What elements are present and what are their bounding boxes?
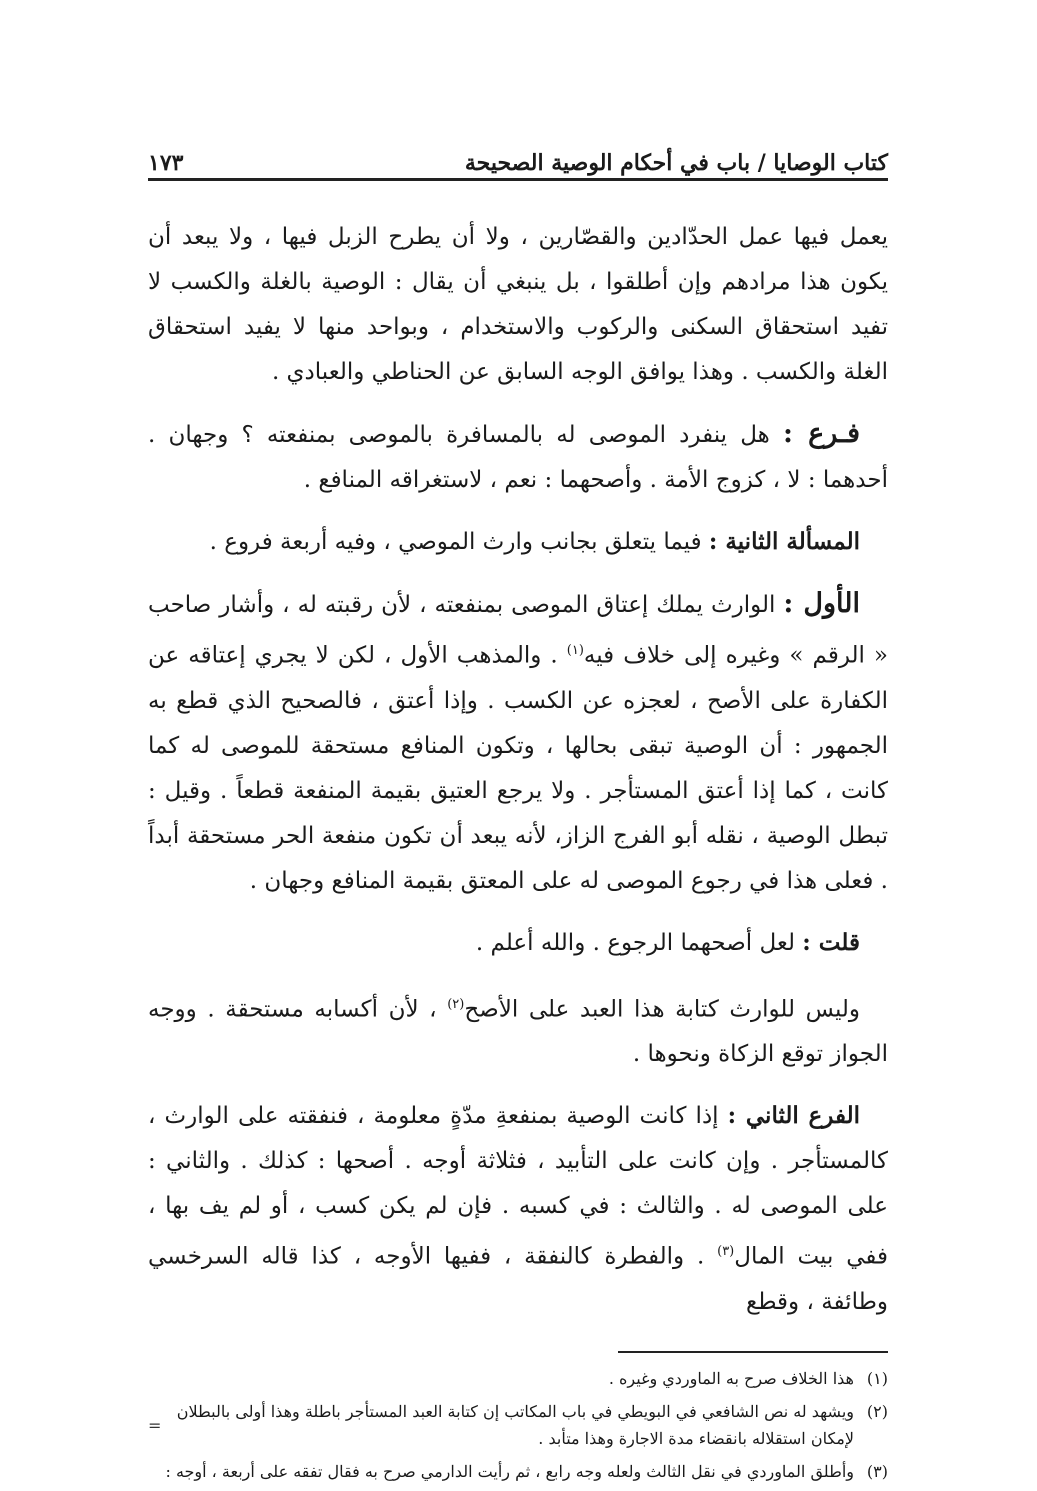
page-number: ١٧٣ [148,150,184,176]
first-branch-heading: الأول : [783,588,860,619]
footnote-number: (٣) [866,1461,888,1481]
paragraph-1-text: يعمل فيها عمل الحدّادين والقصّارين ، ولا أن يطرح الزبل فيها ، ولا يبعد أن يكون هذا مرادهم وإن أطلقوا ، بل ينبغي أن يقال : الوصية بالغلة والكسب لا تفيد استحقاق السكنى والركوب والاستخدام ، وبواحد منها لا يفيد استحقاق الغلة والكسب . وهذا يوافق الوجه السابق عن الحناطي والعبادي . [148,224,888,385]
footnote-number: (١) [866,1368,888,1388]
main-text [148,215,888,1325]
second-issue-heading: المسألة الثانية : [708,528,860,555]
footnote-text: هذا الخلاف صرح به الماوردي وغيره . [608,1368,854,1388]
footnotes [148,1365,888,1485]
footnote-1 [148,1365,888,1392]
kitaba-text-b: ، لأن أكسابه مستحقة . ووجه الجواز توقع الزكاة ونحوها . [148,996,888,1068]
footnote-ref-2[interactable]: (٢) [447,996,465,1012]
paragraph-far [148,411,888,503]
second-issue-text: فيما يتعلق بجانب وارث الموصي ، وفيه أربعة فروع . [209,529,702,555]
second-branch-text-a: إذا كانت الوصية بمنفعةِ مدّةٍ معلومة ، فنفقته على الوارث ، كالمستأجر . وإن كانت على التأبيد ، فثلاثة أوجه . أصحها : كذلك . والثاني : على الموصى له . والثالث : في كسبه . فإن لم يكن كسب ، أو لم يف بها ، ففي بيت المال [148,1103,889,1270]
first-branch-text-b: . والمذهب الأول ، لكن لا يجري إعتاقه عن الكفارة على الأصح ، لعجزه عن الكسب . وإذا أعتق ، فالصحيح الذي قطع به الجمهور : أن الوصية تبقى بحالها ، وتكون المنافع مستحقة للموصى له كما كانت ، كما إذا أعتق المستأجر . ولا يرجع العتيق بقيمة المنفعة قطعاً . وقيل : تبطل الوصية ، نقله أبو الفرج الزاز، لأنه يبعد أن تكون منفعة الحر مستحقة أبداً . فعلى هذا في رجوع الموصى له على المعتق بقيمة المنافع وجهان . [148,642,888,894]
first-branch-text-a: الوارث يملك إعتاق الموصى بمنفعته ، لأن رقبته له ، وأشار صاحب « الرقم » وغيره إلى خلاف فيه [148,592,889,669]
paragraph-1 [148,215,888,395]
running-title: كتاب الوصايا / باب في أحكام الوصية الصحيحة [464,150,888,176]
footnote-ref-1[interactable]: (١) [566,643,584,658]
footnote-ref-3[interactable]: (٣) [717,1244,735,1260]
page-header [148,128,888,181]
second-branch-text-b: . والفطرة كالنفقة ، ففيها الأوجه ، كذا قاله السرخسي وطائفة ، وقطع [148,1243,888,1315]
paragraph-second-branch [148,1093,888,1325]
far-heading: فـرع : [782,418,860,449]
kitaba-text-a: وليس للوارث كتابة هذا العبد على الأصح [464,996,861,1023]
footnote-text: وأطلق الماوردي في نقل الثالث ولعله وجه رابع ، ثم رأيت الدارمي صرح به فقال تفقه على أربعة ، أوجه : [165,1461,854,1481]
paragraph-far-text: هل ينفرد الموصى له بالمسافرة بالموصى بمنفعته ؟ وجهان . أحدهما : لا ، كزوج الأمة . وأصحهما : نعم ، لاستغراقه المنافع . [148,422,888,493]
footnote-text: ويشهد له نص الشافعي في البويطي في باب المكاتب إن كتابة العبد المستأجر باطلة وهذا أولى بالبطلان لإمكان استقلاله بانقضاء مدة الاجارة وهذا متأبد . [176,1401,854,1448]
paragraph-second-issue [148,519,888,565]
page [148,128,888,1491]
footnote-2 [148,1398,888,1452]
second-branch-heading: الفرع الثاني : [727,1102,861,1130]
footnote-number: (٢) [866,1401,888,1421]
paragraph-kitaba [148,982,888,1078]
footnote-divider [618,1351,888,1353]
qultu-text: لعل أصحهما الرجوع . والله أعلم . [475,929,795,956]
qultu-heading: قلت : [802,928,860,956]
footnote-3 [148,1458,888,1485]
paragraph-qultu [148,920,888,966]
continuation-mark: = [148,1416,162,1435]
paragraph-first-branch [148,581,888,904]
